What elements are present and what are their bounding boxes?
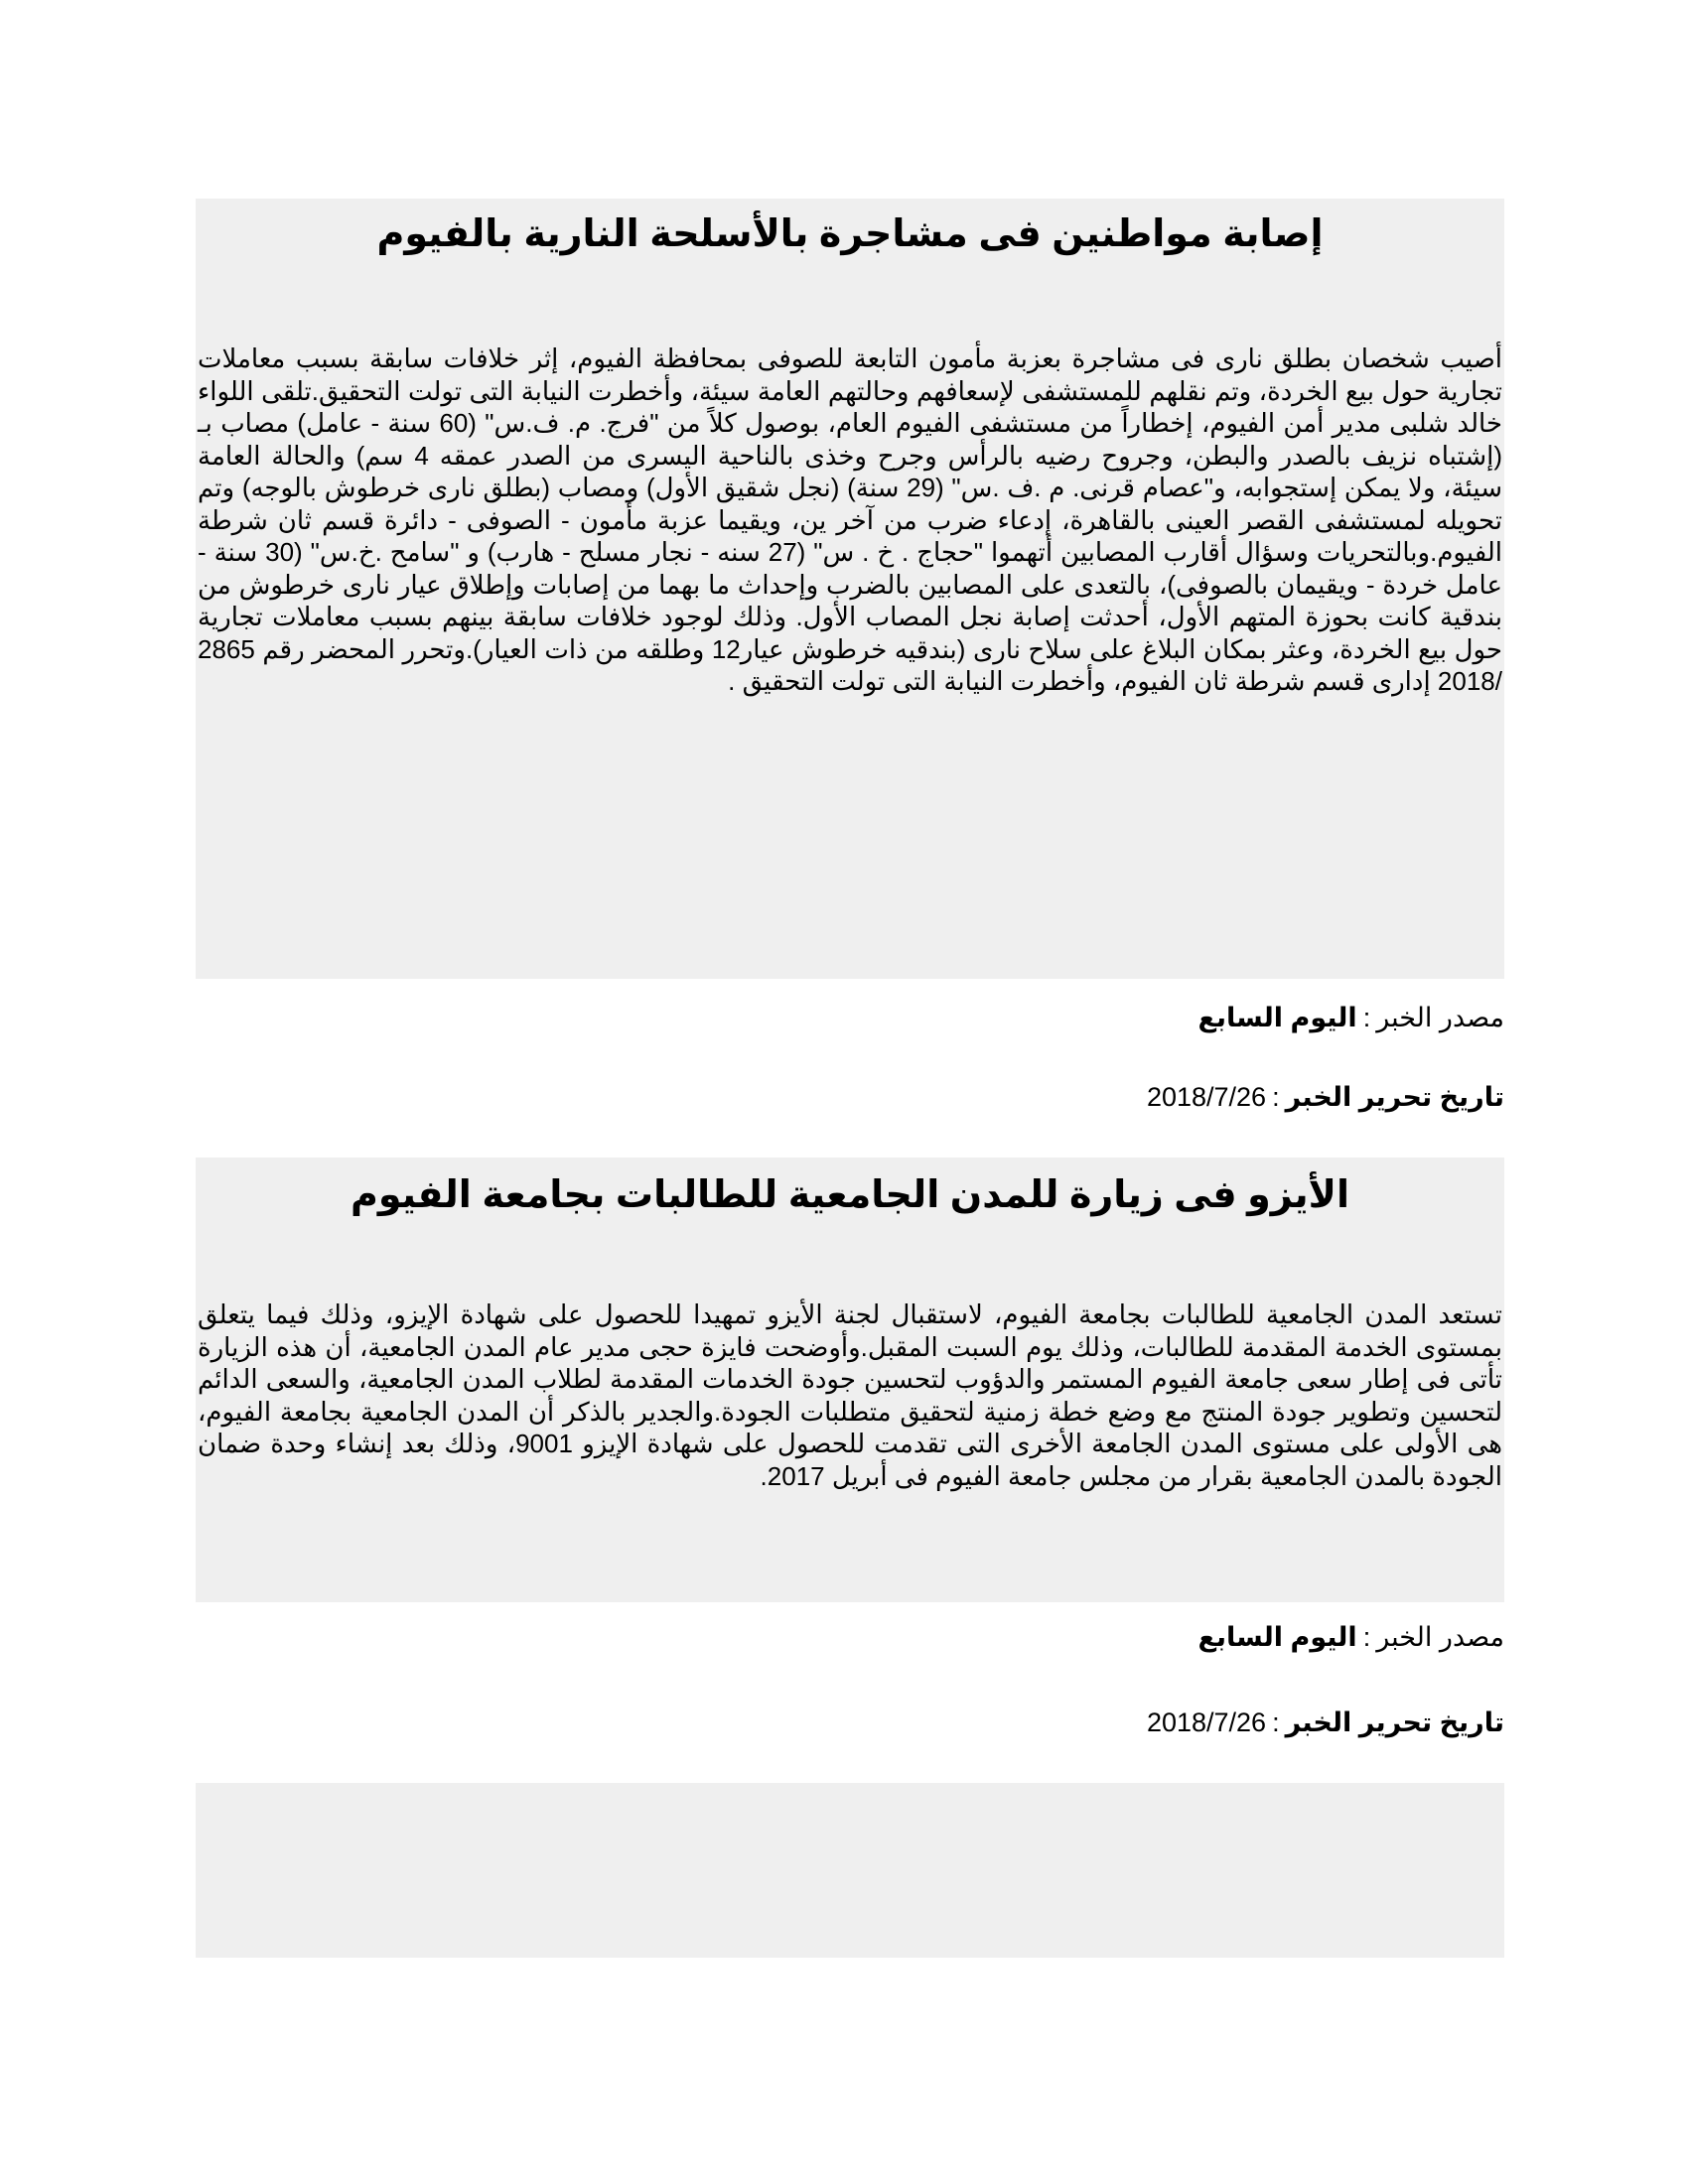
article-panel [196, 1158, 1504, 1602]
separator: : [1362, 1622, 1371, 1652]
separator: : [1362, 1003, 1371, 1032]
article-panel [196, 199, 1504, 979]
article-title: الأيزو فى زيارة للمدن الجامعية للطالبات بجامعة الفيوم [351, 1174, 1349, 1216]
news-source-line [1197, 1001, 1504, 1034]
empty-article-panel [196, 1783, 1504, 1958]
news-source-line [1197, 1620, 1504, 1654]
article-body: أصيب شخصان بطلق نارى فى مشاجرة بعزبة مأمون التابعة للصوفى بمحافظة الفيوم، إثر خلافات سابقة بسبب معاملات تجارية حول بيع الخردة، وتم نقلهم للمستشفى لإسعافهم وحالتهم العامة سيئة، وأخطرت النيابة التى تولت التحقيق.تلقى اللواء خالد شلبى مدير أمن الفيوم، إخطاراً من مستشفى الفيوم العام، بوصول كلاً من "فرج. م. ف.س" (60 سنة - عامل) مصاب بـ (إشتباه نزيف بالصدر والبطن، وجروح رضيه بالرأس وجرح وخذى بالناحية اليسرى من الصدر عمقه 4 سم) والحالة العامة سيئة، ولا يمكن إستجوابه، و"عصام قرنى. م .ف .س" (29 سنة) (نجل شقيق الأول) ومصاب (بطلق نارى خرطوش بالوجه) وتم تحويله لمستشفى القصر العينى بالقاهرة، إدعاء ضرب من آخر ين، ويقيما عزبة مأمون - الصوفى - دائرة قسم ثان شرطة الفيوم.وبالتحريات وسؤال أقارب المصابين أتهموا "حجاج . خ . س" (27 سنه - نجار مسلح - هارب) و "سامح .خ.س" (30 سنة - عامل خردة - ويقيمان بالصوفى)، بالتعدى على المصابين بالضرب وإحداث ما بهما من إصابات وإطلاق عيار نارى خرطوش من بندقية كانت بحوزة المتهم الأول، أحدثت إصابة نجل المصاب الأول. وذلك لوجود خلافات سابقة بينهم بسبب معاملات تجارية حول بيع الخردة، وعثر بمكان البلاغ على سلاح نارى (بندقيه خرطوش عيار12 وطلقه من ذات العيار).وتحرر المحضر رقم 2865 /2018 إدارى قسم شرطة ثان الفيوم، وأخطرت النيابة التى تولت التحقيق . [198, 343, 1502, 696]
source-label: مصدر الخبر [1376, 1622, 1504, 1652]
separator: : [1272, 1082, 1280, 1112]
date-value: 2018/7/26 [1146, 1082, 1267, 1112]
article-title: إصابة مواطنين فى مشاجرة بالأسلحة النارية بالفيوم [376, 213, 1324, 255]
source-value: اليوم السابع [1197, 1003, 1357, 1032]
news-date-line [1147, 1706, 1504, 1739]
source-label: مصدر الخبر [1376, 1003, 1504, 1032]
date-value: 2018/7/26 [1146, 1707, 1267, 1737]
article-body: تستعد المدن الجامعية للطالبات بجامعة الفيوم، لاستقبال لجنة الأيزو تمهيدا للحصول على شهادة الإيزو، وذلك فيما يتعلق بمستوى الخدمة المقدمة للطالبات، وذلك يوم السبت المقبل.وأوضحت فايزة حجى مدير عام المدن الجامعية، أن هذه الزيارة تأتى فى إطار سعى جامعة الفيوم المستمر والدؤوب لتحسين جودة الخدمات المقدمة لطلاب المدن الجامعية، والسعى الدائم لتحسين وتطوير جودة المنتج مع وضع خطة زمنية لتحقيق متطلبات الجودة.والجدير بالذكر أن المدن الجامعية بجامعة الفيوم، هى الأولى على مستوى المدن الجامعة الأخرى التى تقدمت للحصول على شهادة الإيزو 9001، وذلك بعد إنشاء وحدة ضمان الجودة بالمدن الجامعية بقرار من مجلس جامعة الفيوم فى أبريل 2017. [198, 1299, 1502, 1491]
date-label: تاريخ تحرير الخبر [1285, 1707, 1504, 1737]
source-value: اليوم السابع [1197, 1622, 1357, 1652]
news-date-line [1147, 1080, 1504, 1114]
date-label: تاريخ تحرير الخبر [1285, 1082, 1504, 1112]
separator: : [1272, 1707, 1280, 1737]
